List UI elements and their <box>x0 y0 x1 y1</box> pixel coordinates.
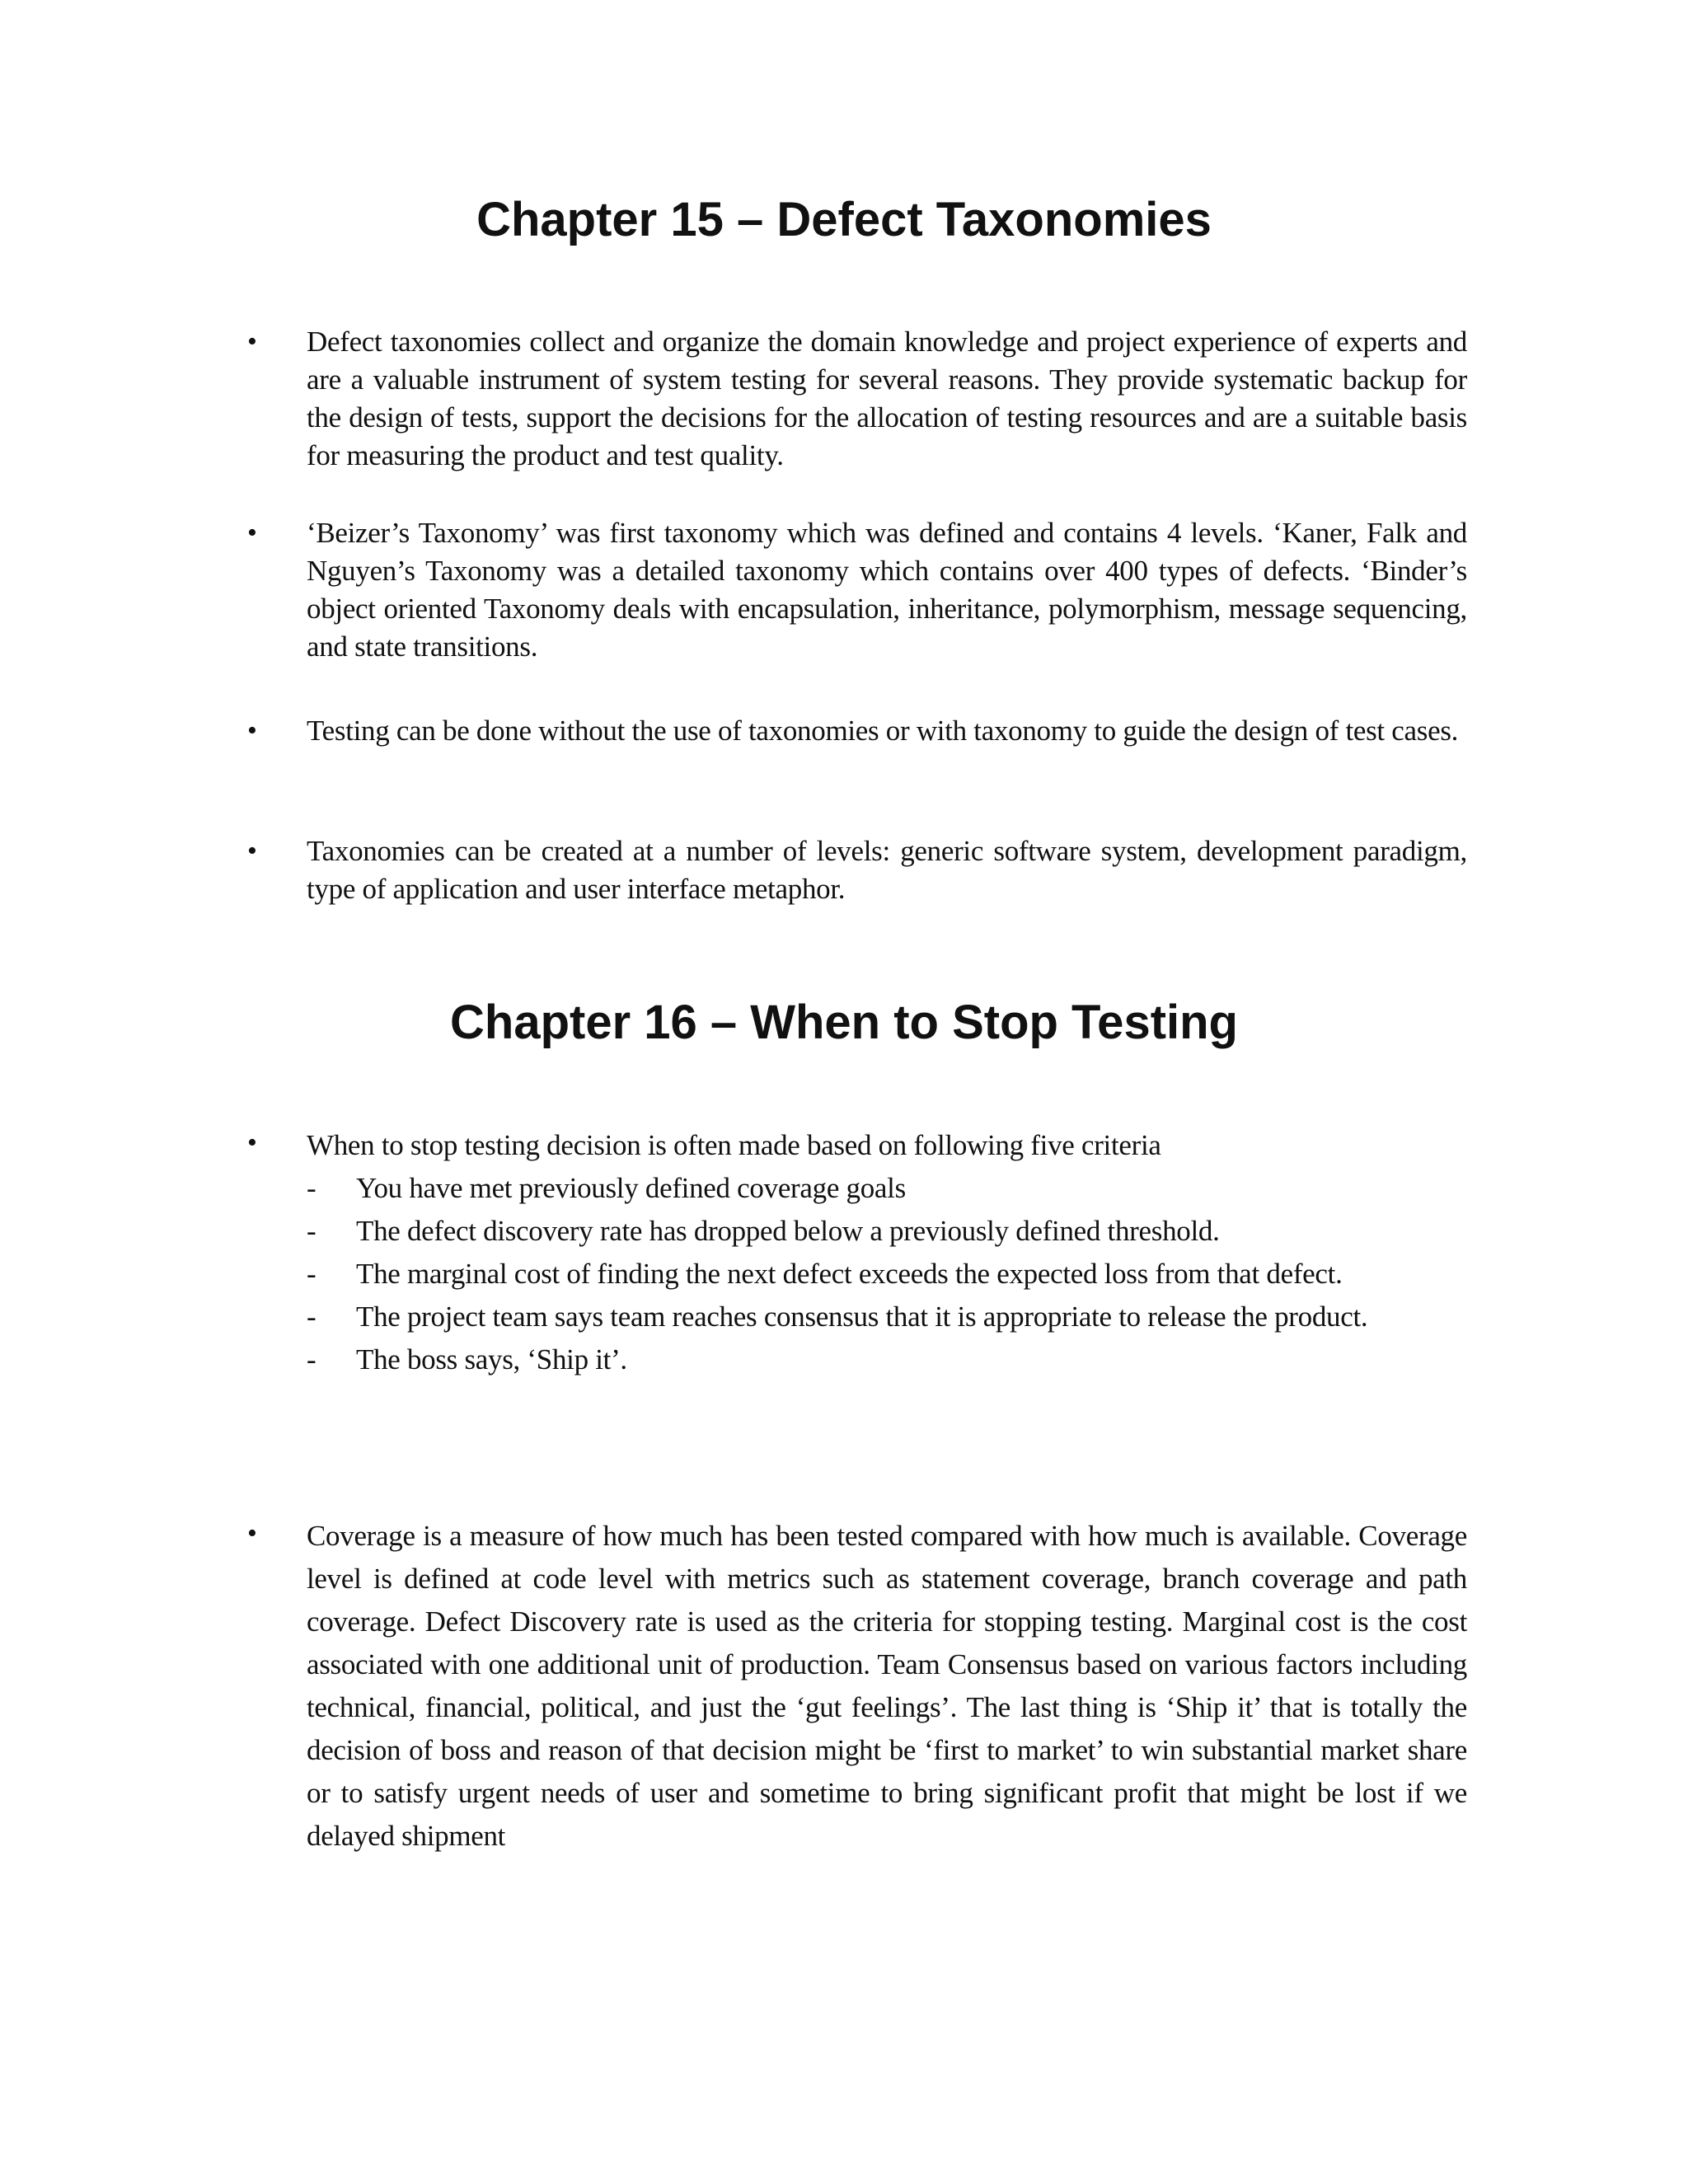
criteria-text: The boss says, ‘Ship it’. <box>356 1343 627 1376</box>
dash-icon: - <box>307 1258 316 1290</box>
dash-icon: - <box>307 1215 316 1247</box>
chapter-16-bullet-coverage <box>247 1515 1467 1858</box>
criteria-item <box>307 1296 1467 1338</box>
coverage-paragraph: Coverage is a measure of how much has been tested compared with how much is available. Coverage level is defined at code level with metrics such as statement coverage, branch coverage and path coverage. Defect Discovery rate is used as the criteria for stopping testing. Marginal cost is the cost associated with one additional unit of production. Team Consensus based on various factors including technical, financial, political, and just the ‘gut feelings’. The last thing is ‘Ship it’ that is totally the decision of boss and reason of that decision might be ‘first to market’ to win substantial market share or to satisfy urgent needs of user and sometime to bring significant profit that might be lost if we delayed shipment <box>307 1520 1467 1852</box>
criteria-item <box>307 1338 1467 1381</box>
criteria-text: The marginal cost of finding the next defect exceeds the expected loss from that defect. <box>356 1258 1343 1290</box>
bullet-icon: • <box>247 715 257 746</box>
bullet-text: ‘Beizer’s Taxonomy’ was first taxonomy which was defined and contains 4 levels. ‘Kaner, Falk and Nguyen’s Taxonomy was a detailed taxonomy which contains over 400 types of defects. ‘Binder’s object oriented Taxonomy deals with encapsulation, inheritance, polymorphism, message sequencing, and state transitions. <box>307 517 1467 663</box>
dash-icon: - <box>307 1172 316 1204</box>
chapter-15-bullet-2 <box>247 514 1467 666</box>
bullet-icon: • <box>247 326 257 357</box>
chapter-15-bullet-4 <box>247 832 1467 908</box>
criteria-text: You have met previously defined coverage goals <box>356 1172 906 1204</box>
criteria-text: The project team says team reaches consensus that it is appropriate to release the product. <box>356 1301 1368 1333</box>
criteria-list <box>307 1167 1467 1381</box>
criteria-text: The defect discovery rate has dropped below a previously defined threshold. <box>356 1215 1220 1247</box>
dash-icon: - <box>307 1301 316 1333</box>
dash-icon: - <box>307 1343 316 1376</box>
chapter-15-bullet-1 <box>247 323 1467 475</box>
criteria-item <box>307 1253 1467 1296</box>
bullet-text: Testing can be done without the use of taxonomies or with taxonomy to guide the design of test cases. <box>307 715 1459 747</box>
chapter-16-bullet-criteria <box>247 1124 1467 1381</box>
bullet-icon: • <box>247 1127 257 1158</box>
chapter-15-bullet-3 <box>247 712 1467 750</box>
bullet-text: Defect taxonomies collect and organize the domain knowledge and project experience of experts and are a valuable instrument of system testing for several reasons. They provide systematic backup for the design of tests, support the decisions for the allocation of testing resources and are a suitable basis for measuring the product and test quality. <box>307 326 1467 471</box>
bullet-icon: • <box>247 518 257 548</box>
bullet-text: Taxonomies can be created at a number of levels: generic software system, development paradigm, type of application and user interface metaphor. <box>307 835 1467 905</box>
chapter-16-title: Chapter 16 – When to Stop Testing <box>450 996 1238 1049</box>
chapter-15-title: Chapter 15 – Defect Taxonomies <box>476 193 1212 246</box>
criteria-intro: When to stop testing decision is often made based on following five criteria <box>307 1129 1161 1161</box>
bullet-icon: • <box>247 1518 257 1549</box>
criteria-item <box>307 1210 1467 1253</box>
criteria-item <box>307 1167 1467 1210</box>
bullet-icon: • <box>247 836 257 866</box>
